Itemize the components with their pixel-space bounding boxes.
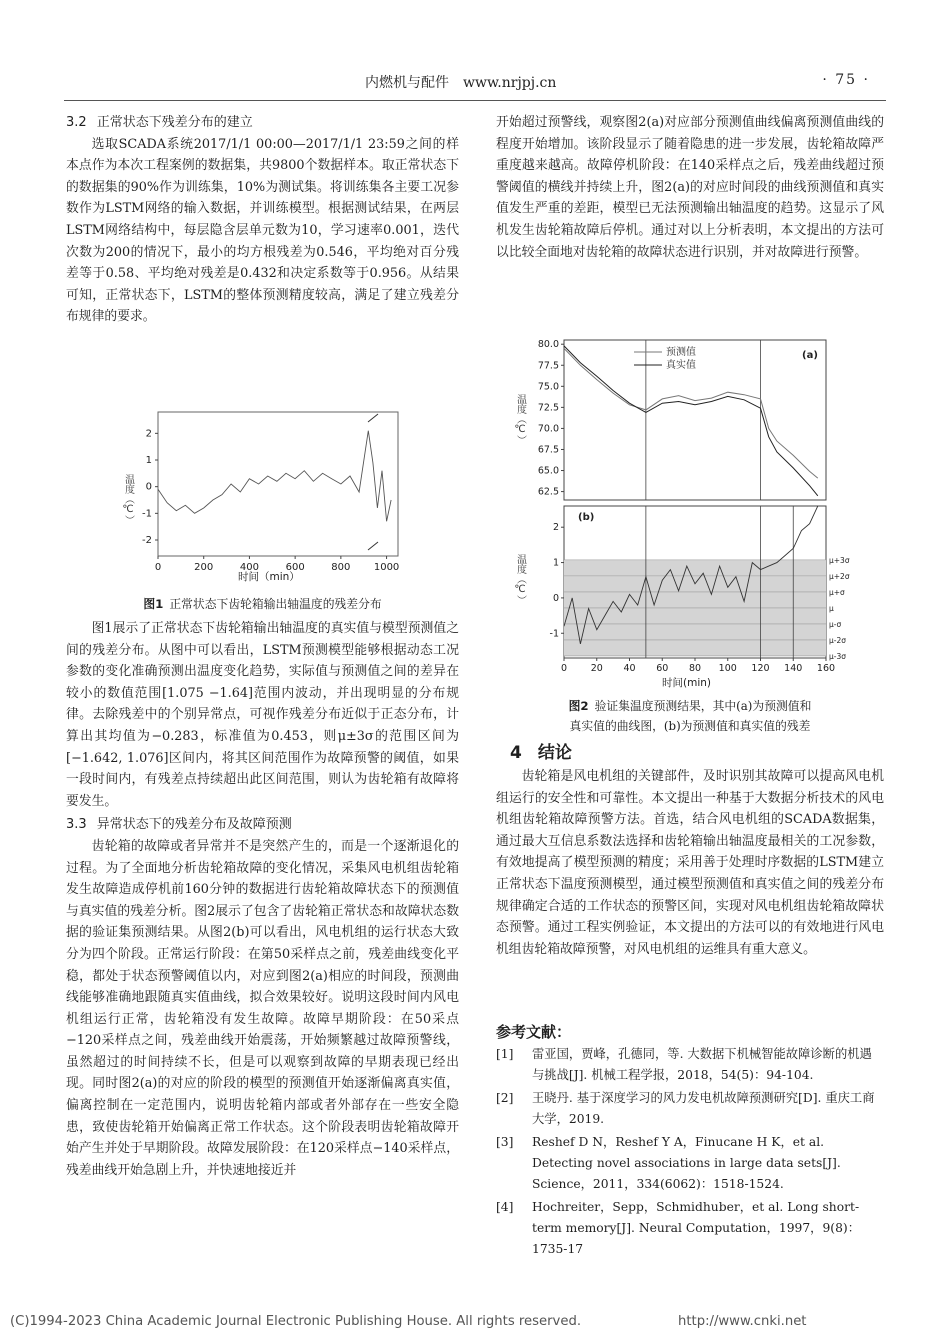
panel-b-label: (b) xyxy=(578,512,595,523)
fig2b-xtick-label: 60 xyxy=(656,663,669,674)
paragraph-3-2: 选取SCADA系统2017/1/1 00:00—2017/1/1 23:59之间的样本点作为本次工程案例的数据集，共9800个数据样本。取正常状态下的数据集的90%作为训练集，10%为测试集。将训练集各主要工况参数作为LSTM网络的输入数据，并训练模型。根据测试结果，在两层LSTM网络结构中，每层隐含层单元数为10，学习速率0.001，迭代次数为200的情况下，最小的均方根残差为0.546，平均绝对百分残差等于0.58、平均绝对残差是0.432和决定系数等于0.956。从结果可知，正常状态下，LSTM的整体预测精度较高，满足了建立残差分布规律的要求。 xyxy=(66,136,459,325)
fig2a-ytick-label: 62.5 xyxy=(537,486,559,498)
fig2b-ytick-label: -1 xyxy=(549,628,559,640)
figure-1-residual-chart xyxy=(110,408,410,588)
reference-text: Reshef D N，Reshef Y A，Finucane H K，et al. Detecting novel associations in large data sets[J]. Science，2011，334(6062)：1518-1524. xyxy=(532,1135,841,1191)
fig1-ytick-label: 1 xyxy=(145,455,152,466)
legend-actual-label: 真实值 xyxy=(666,360,696,371)
figure-2-label: 图2 xyxy=(568,699,589,713)
fig1-xtick-label: 1000 xyxy=(373,562,400,573)
reference-item xyxy=(496,1044,884,1086)
reference-item xyxy=(496,1088,884,1130)
paragraph-conclusion: 齿轮箱是风电机组的关键部件，及时识别其故障可以提高风电机组运行的安全性和可靠性。本文提出一种基于大数据分析技术的风电机组齿轮箱故障预警方法。首选，结合风电机组的SCADA数据集，通过最大互信息系数法选择和齿轮箱输出轴温度最相关的工况参数，有效地提高了模型预测的精度；采用善于处理时序数据的LSTM建立正常状态下温度预测模型，通过模型预测值和真实值之间的残差分布规律确定合适的工作状态的预警区间，实现对风电机组齿轮箱故障状态预警。通过工程实例验证，本文提出的方法可以的有效地进行风电机组齿轮箱故障预警，对风电机组的运维具有重大意义。 xyxy=(496,769,884,957)
legend-predicted-label: 预测值 xyxy=(666,347,696,358)
sigma-label: μ-3σ xyxy=(829,651,847,661)
fig1-ytick-label: 2 xyxy=(145,428,152,440)
figure-1-caption-text: 正常状态下齿轮箱输出轴温度的残差分布 xyxy=(169,597,382,611)
running-header xyxy=(0,72,950,96)
fig2a-ylabel: 温度（℃） xyxy=(514,394,526,445)
plot-frame xyxy=(158,412,398,556)
fig1-xlabel: 时间（min） xyxy=(238,571,300,583)
fig1-xtick-label: 800 xyxy=(331,562,351,573)
reference-item xyxy=(496,1132,884,1195)
figure-2-caption-line-2: 真实值的曲线图，(b)为预测值和真实值的残差 xyxy=(569,719,811,733)
sigma-label: μ+3σ xyxy=(829,555,850,565)
paragraph-3-3: 齿轮箱的故障或者异常并不是突然产生的，而是一个逐渐退化的过程。为了全面地分析齿轮箱故障的变化情况，采集风电机组齿轮箱发生故障造成停机前160分钟的数据进行齿轮箱故障状态下的预测值与真实值的残差分析。图2展示了包含了齿轮箱正常状态和故障状态数据的验证集预测结果。从图2(b)可以看出，风电机组的运行状态大致分为四个阶段。正常运行阶段：在第50采样点之前，残差曲线变化平稳，都处于状态预警阈值以内，对应到图2(a)相应的时间段，预测曲线能够准确地跟随真实值曲线，拟合效果较好。说明这段时间内风电机组运行正常，齿轮箱没有发生故障。故障早期阶段：在50采点−120采样点之间，残差曲线开始震荡，开始频繁越过故障预警线，虽然超过的时间持续不长，但是可以观察到故障的早期表现已经出现。同时图2(a)的对应的阶段的模型的预测值开始逐渐偏离真实值，偏离控制在一定范围内，说明齿轮箱内部或者外部存在一些安全隐患，致使齿轮箱开始偏离正常工作状态。这个阶段表明齿轮箱故障开始产生并处于早期阶段。故障发展阶段：在120采样点−140采样点，残差曲线开始急剧上升，并快速地接近并 xyxy=(66,838,459,1178)
paragraph-fig1-discussion: 图1展示了正常状态下齿轮箱输出轴温度的真实值与模型预测值之间的残差分布。从图中可以看出，LSTM预测模型能够根据动态工况参数的变化准确预测出温度变化趋势，实际值与预测值之间的差异在较小的数值范围[1.075 −1.64]范围内波动，并出现明显的分布规律。去除残差中的个别异常点，可视作残差分布近似于正态分布，计算出其均值为−0.283，标准值为0.453，则μ±3σ的范围区间为[−1.642, 1.076]区间内，将其区间范围作为故障预警的阈值，如果一段时间内，有残差点持续超出此区间范围，则认为齿轮箱有故障将要发生。 xyxy=(66,621,459,809)
figure-1-caption xyxy=(66,594,459,614)
sigma-label: μ+σ xyxy=(829,587,845,597)
fig2a-ytick-label: 70.0 xyxy=(537,423,559,435)
sigma-label: μ-σ xyxy=(829,619,842,629)
paragraph-continued: 开始超过预警线，观察图2(a)对应部分预测值曲线偏离预测值曲线的程度开始增加。该阶段显示了随着隐患的进一步发展，齿轮箱故障严重度越来越高。故障停机阶段：在140采样点之后，残差曲线超过预警阈值的横线并持续上升，图2(a)的对应时间段的曲线预测值和真实值发生严重的差距，模型已无法预测输出轴温度的趋势。这显示了风机发生齿轮箱故障后停机。通过对以上分析表明，本文提出的方法可以比较全面地对齿轮箱的故障状态进行识别，并对故障进行预警。 xyxy=(496,115,884,260)
sigma-label: μ-2σ xyxy=(829,635,847,645)
fig1-xtick-label: 200 xyxy=(194,562,214,573)
references-list xyxy=(496,1044,884,1262)
journal-title: 内燃机与配件 www.nrjpj.cn xyxy=(365,75,557,91)
fig1-ytick-label: 0 xyxy=(145,481,152,493)
footer-url[interactable]: http://www.cnki.net xyxy=(678,1314,807,1329)
fig1-xtick-label: 400 xyxy=(239,562,259,573)
section-number: 3.3 xyxy=(66,817,87,833)
sigma-label: μ xyxy=(829,603,834,613)
copyright-text: (C)1994-2023 China Academic Journal Electronic Publishing House. All rights reserved. xyxy=(10,1314,582,1329)
fig2b-xtick-label: 0 xyxy=(560,663,568,674)
section-title: 正常状态下残差分布的建立 xyxy=(96,115,253,130)
fig2b-xtick-label: 100 xyxy=(718,663,737,674)
fig1-xtick-label: 600 xyxy=(285,562,305,573)
fig2b-xtick-label: 80 xyxy=(688,663,702,674)
fig2a-ytick-label: 72.5 xyxy=(537,402,559,414)
right-column-top xyxy=(496,112,884,263)
figure-2-caption-text: 验证集温度预测结果，其中(a)为预测值和 xyxy=(594,699,812,713)
figure-2-chart xyxy=(514,336,850,692)
figure-2-caption-line-1 xyxy=(496,696,884,716)
fig2a-ytick-label: 80.0 xyxy=(537,339,559,351)
section-number: 4 xyxy=(510,743,522,763)
conclusion-block xyxy=(496,766,884,960)
reference-text: 雷亚国，贾峰，孔德同，等. 大数据下机械智能故障诊断的机遇与挑战[J]. 机械工程学报，2018，54(5)：94-104. xyxy=(532,1047,872,1082)
reference-text: 王晓丹. 基于深度学习的风力发电机故障预测研究[D]. 重庆工商大学，2019. xyxy=(532,1091,875,1126)
figure-1-label: 图1 xyxy=(143,597,164,611)
fig2b-ytick-label: 1 xyxy=(552,557,559,569)
fig1-ytick-label: -2 xyxy=(142,535,152,546)
fig2b-xtick-label: 160 xyxy=(816,663,836,674)
reference-number: [4] xyxy=(496,1200,514,1214)
left-column-bottom xyxy=(66,618,459,1181)
fig1-ylabel: 温度（℃） xyxy=(122,474,134,525)
fig2b-xtick-label: 40 xyxy=(623,663,636,674)
section-number: 3.2 xyxy=(66,115,87,130)
fig2b-ytick-label: 0 xyxy=(552,592,559,604)
reference-number: [3] xyxy=(496,1135,514,1149)
fig2b-ytick-label: 2 xyxy=(552,522,559,534)
left-column-top xyxy=(66,112,459,328)
fig1-ytick-label: -1 xyxy=(142,508,152,520)
section-heading-3-2 xyxy=(66,112,459,134)
fig2b-xtick-label: 20 xyxy=(590,663,603,674)
fig2a-ytick-label: 67.5 xyxy=(537,444,559,456)
header-rule xyxy=(64,100,886,101)
reference-number: [2] xyxy=(496,1091,514,1105)
panel-a-label: (a) xyxy=(802,350,818,361)
page-number: · 75 · xyxy=(822,72,870,88)
references-heading: 参考文献： xyxy=(496,1023,572,1041)
fig2b-xtick-label: 120 xyxy=(751,663,770,674)
fig2b-xtick-label: 140 xyxy=(784,663,803,674)
section-heading-4 xyxy=(510,738,572,763)
section-title: 结论 xyxy=(537,743,572,763)
copyright-footer xyxy=(10,1314,940,1329)
fig2a-ytick-label: 77.5 xyxy=(537,360,559,372)
section-title: 异常状态下的残差分布及故障预测 xyxy=(96,817,292,833)
figure-2-caption xyxy=(496,696,884,736)
fig2b-xlabel: 时间(min) xyxy=(662,677,711,689)
fig1-xtick-label: 0 xyxy=(154,562,162,573)
reference-text: Hochreiter，Sepp，Schmidhuber，et al. Long short-term memory[J]. Neural Computation，1997，9(8)：1735-17 xyxy=(532,1200,861,1256)
reference-number: [1] xyxy=(496,1047,514,1061)
sigma-label: μ+2σ xyxy=(829,571,850,581)
fig2b-ylabel: 温度（℃） xyxy=(514,554,526,605)
section-heading-3-3 xyxy=(66,814,459,836)
fig2a-ytick-label: 75.0 xyxy=(537,381,559,393)
fig2a-ytick-label: 65.0 xyxy=(537,465,559,477)
reference-item xyxy=(496,1197,884,1260)
